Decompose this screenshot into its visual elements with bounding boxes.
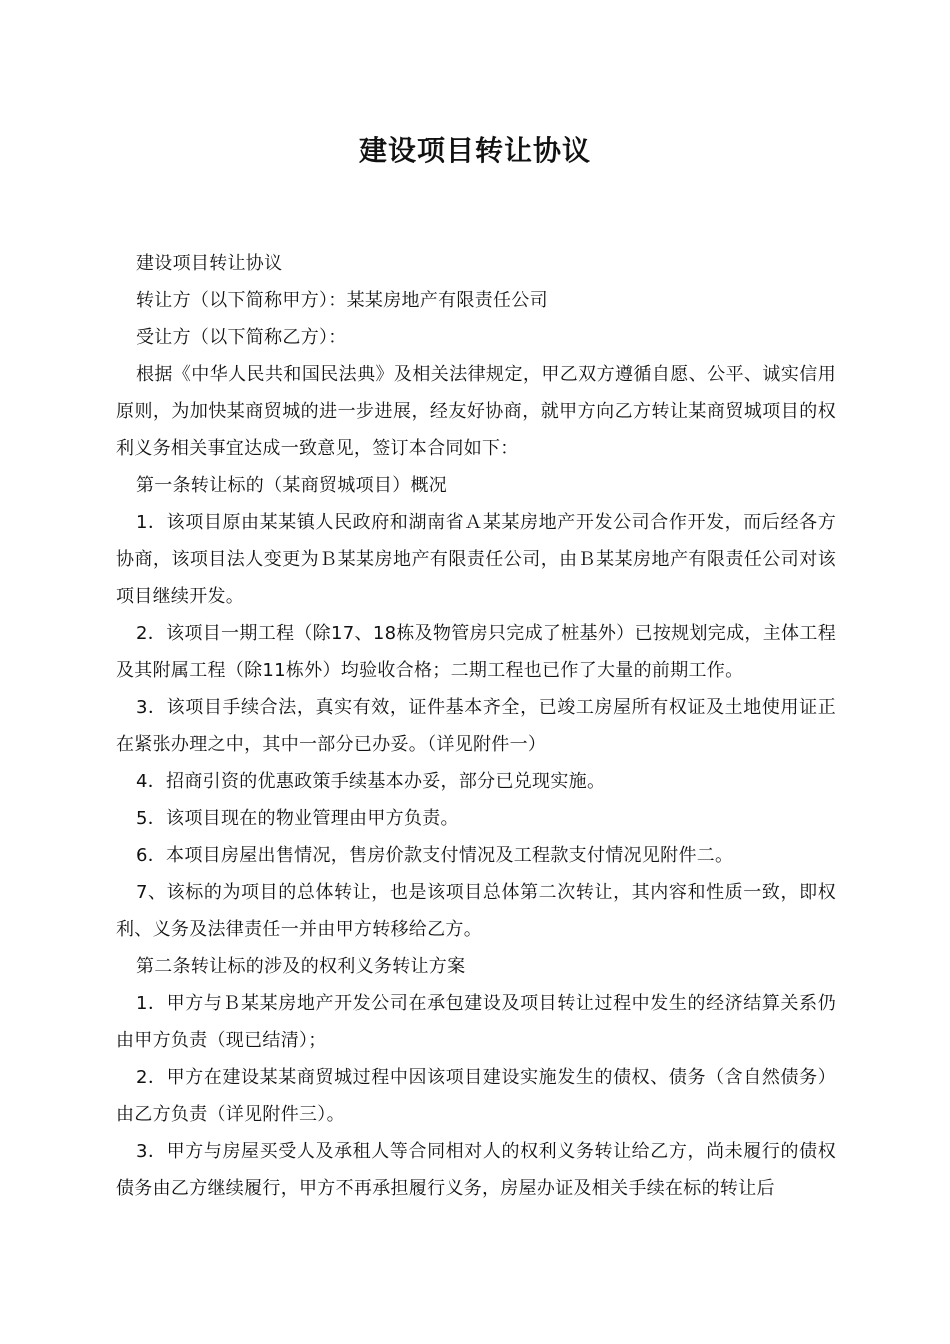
document-title: 建设项目转让协议 bbox=[358, 134, 591, 167]
article-1-heading: 第一条转让标的（某商贸城项目）概况 bbox=[136, 475, 448, 496]
paragraph-heading: 建设项目转让协议 bbox=[136, 253, 283, 274]
article-1-item-5: 5．该项目现在的物业管理由甲方负责。 bbox=[136, 808, 459, 829]
paragraph-transferee: 受让方（以下简称乙方）： bbox=[136, 327, 347, 348]
article-1-item-1: 1．该项目原由某某镇人民政府和湖南省Ａ某某房地产开发公司合作开发，而后经各方协商，该项目法人变更为Ｂ某某房地产有限责任公司，由Ｂ某某房地产有限责任公司对该项目继续开发。 bbox=[116, 512, 836, 607]
paragraph-preamble: 根据《中华人民共和国民法典》及相关法律规定，甲乙双方遵循自愿、公平、诚实信用原则，为加快某商贸城的进一步进展，经友好协商，就甲方向乙方转让某商贸城项目的权利义务相关事宜达成一致意见，签订本合同如下： bbox=[116, 364, 836, 459]
document-body bbox=[116, 245, 836, 1207]
article-1-item-3: 3．该项目手续合法，真实有效，证件基本齐全，已竣工房屋所有权证及土地使用证正在紧张办理之中，其中一部分已办妥。（详见附件一） bbox=[116, 697, 836, 755]
article-1-item-7: 7、该标的为项目的总体转让，也是该项目总体第二次转让，其内容和性质一致，即权利、义务及法律责任一并由甲方转移给乙方。 bbox=[116, 882, 836, 940]
article-2-item-2: 2．甲方在建设某某商贸城过程中因该项目建设实施发生的债权、债务（含自然债务）由乙方负责（详见附件三）。 bbox=[116, 1067, 836, 1125]
article-1-item-2: 2．该项目一期工程（除17、18栋及物管房只完成了桩基外）已按规划完成，主体工程及其附属工程（除11栋外）均验收合格；二期工程也已作了大量的前期工作。 bbox=[116, 623, 836, 681]
article-1-item-6: 6．本项目房屋出售情况，售房价款支付情况及工程款支付情况见附件二。 bbox=[136, 845, 734, 866]
paragraph-transferor: 转让方（以下简称甲方）：某某房地产有限责任公司 bbox=[136, 290, 548, 311]
article-2-item-1: 1．甲方与Ｂ某某房地产开发公司在承包建设及项目转让过程中发生的经济结算关系仍由甲方负责（现已结清）； bbox=[116, 993, 836, 1051]
article-2-item-3: 3．甲方与房屋买受人及承租人等合同相对人的权利义务转让给乙方，尚未履行的债权债务由乙方继续履行，甲方不再承担履行义务，房屋办证及相关手续在标的转让后 bbox=[116, 1141, 836, 1199]
article-1-item-4: 4．招商引资的优惠政策手续基本办妥，部分已兑现实施。 bbox=[136, 771, 606, 792]
article-2-heading: 第二条转让标的涉及的权利义务转让方案 bbox=[136, 956, 466, 977]
